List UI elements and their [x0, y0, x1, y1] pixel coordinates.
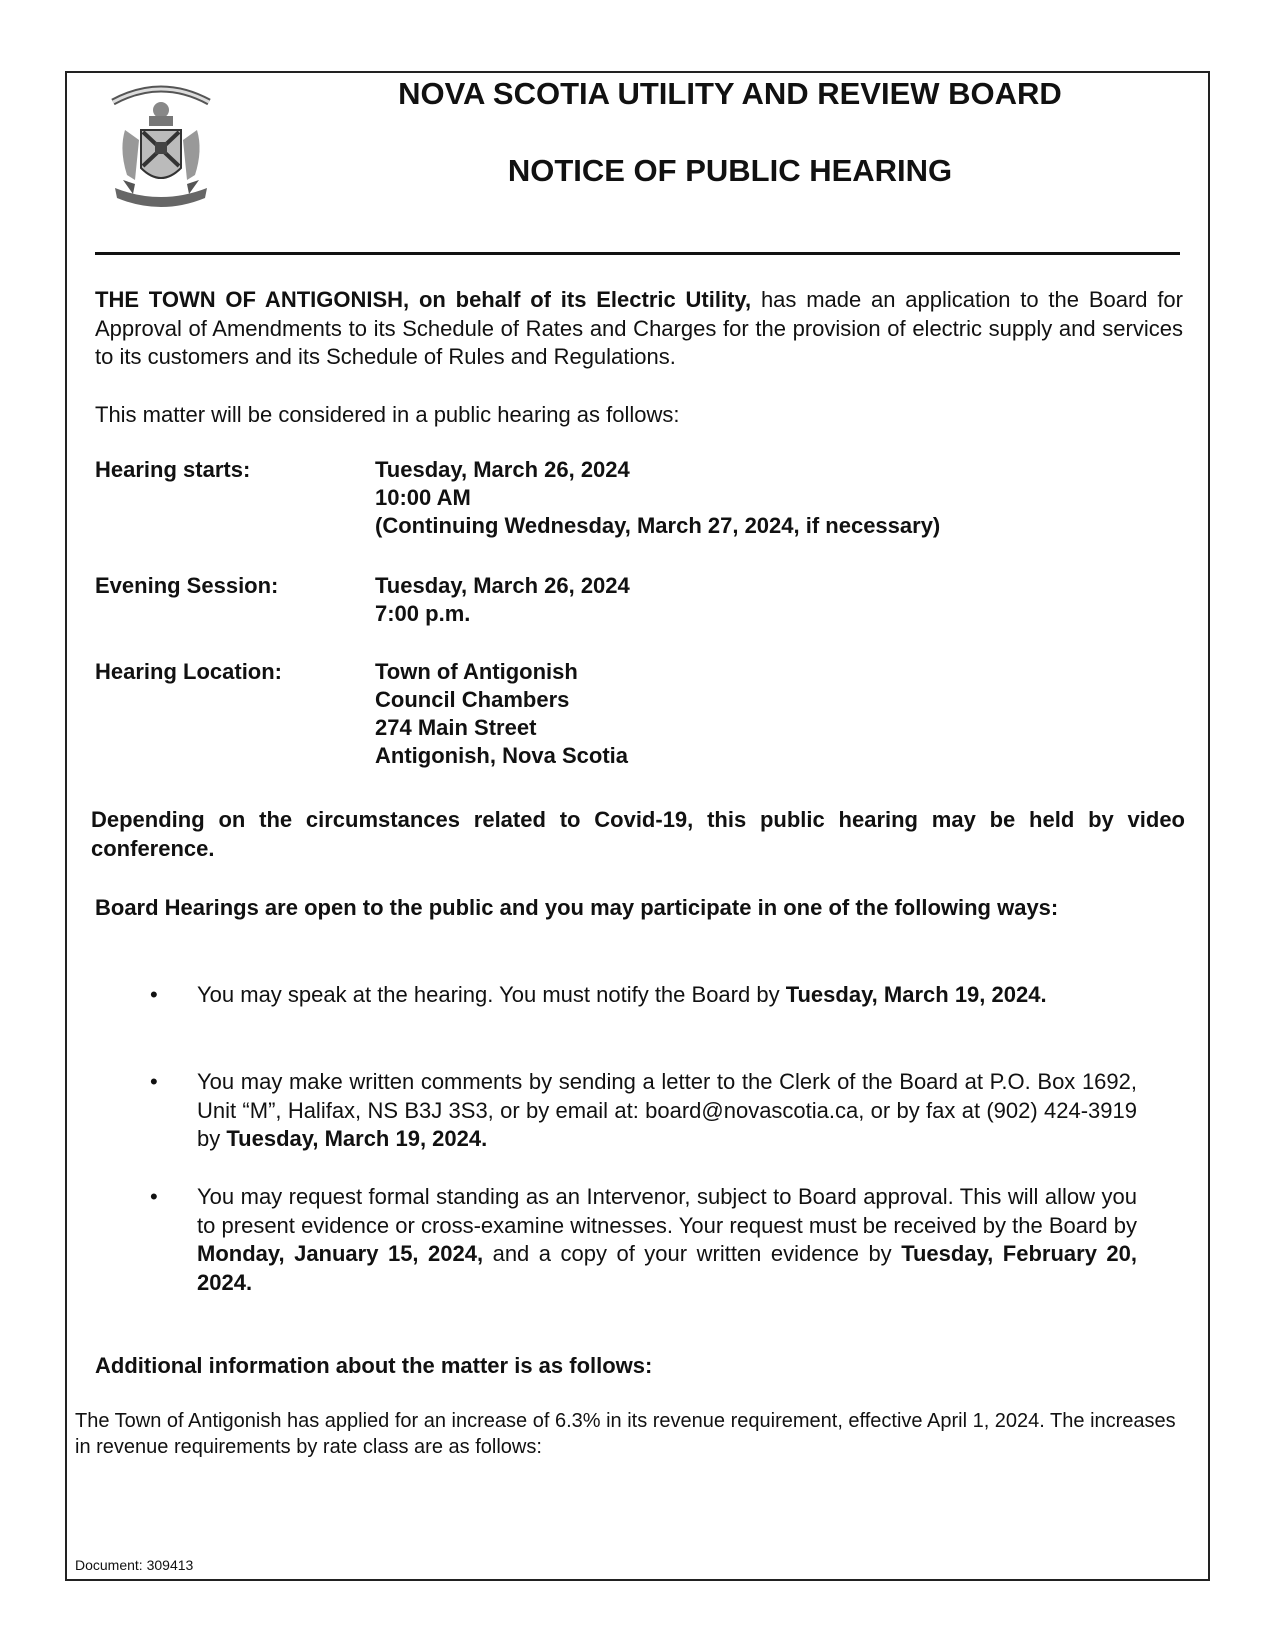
- revenue-increase-text: The Town of Antigonish has applied for an increase of 6.3% in its revenue requirement, effective April 1, 2024. The increases in revenue requirements by rate class are as follows:: [75, 1410, 1176, 1458]
- option-intervenor-body: You may request formal standing as an Intervenor, subject to Board approval. This will allow you to present evidence or cross-examine witnesses. Your request must be received by the Board by: [197, 1184, 1137, 1238]
- hearing-starts-continuing: (Continuing Wednesday, March 27, 2024, if necessary): [375, 513, 941, 538]
- option-written-body: You may make written comments by sending a letter to the Clerk of the Board at P.O. Box 1692, Unit “M”, Halifax, NS B3J 3S3, or by email at: board@novascotia.ca, or by fax at (902) 424-3919 by: [197, 1069, 1137, 1151]
- option-speak-body: You may speak at the hearing. You must notify the Board by: [197, 982, 786, 1007]
- hearing-starts-time: 10:00 AM: [375, 485, 471, 510]
- additional-info-heading: Additional information about the matter is as follows:: [95, 1353, 653, 1378]
- intro-lead: THE TOWN OF ANTIGONISH, on behalf of its Electric Utility,: [95, 287, 752, 312]
- bullet-icon: •: [150, 1184, 158, 1209]
- coat-of-arms-icon: [105, 80, 217, 222]
- board-name: NOVA SCOTIA UTILITY AND REVIEW BOARD: [398, 76, 1062, 111]
- bullet-icon: •: [150, 982, 158, 1007]
- option-intervenor-evidence-deadline: Tuesday, February 20, 2024.: [197, 1241, 1138, 1295]
- evening-session-time: 7:00 p.m.: [375, 601, 471, 626]
- location-line-4: Antigonish, Nova Scotia: [375, 743, 629, 768]
- bullet-icon: •: [150, 1069, 158, 1094]
- option-speak-text: [197, 981, 1137, 1010]
- hearing-starts-date: Tuesday, March 26, 2024: [375, 457, 630, 482]
- location-line-1: Town of Antigonish: [375, 659, 578, 684]
- intro-paragraph: [95, 286, 1183, 372]
- option-written-text: [197, 1068, 1137, 1154]
- hearing-starts-label: Hearing starts:: [95, 457, 251, 482]
- covid-notice: Depending on the circumstances related to Covid-19, this public hearing may be held by video conference.: [91, 807, 1185, 861]
- document-number: Document: 309413: [75, 1557, 194, 1573]
- option-intervenor-body-2: and a copy of your written evidence by: [483, 1241, 902, 1266]
- option-written-deadline: Tuesday, March 19, 2024.: [226, 1126, 488, 1151]
- participation-intro: Board Hearings are open to the public and you may participate in one of the following ways:: [95, 895, 1059, 920]
- evening-session-date: Tuesday, March 26, 2024: [375, 573, 630, 598]
- notice-title: NOTICE OF PUBLIC HEARING: [507, 153, 953, 188]
- location-line-3: 274 Main Street: [375, 715, 537, 740]
- option-intervenor-text: [197, 1183, 1137, 1297]
- considered-text: This matter will be considered in a public hearing as follows:: [95, 402, 680, 427]
- hearing-location-label: Hearing Location:: [95, 659, 283, 684]
- evening-session-label: Evening Session:: [95, 573, 279, 598]
- header-divider: [95, 252, 1180, 255]
- option-intervenor-request-deadline: Monday, January 15, 2024,: [197, 1241, 484, 1266]
- intro-text: has made an application to the Board for Approval of Amendments to its Schedule of Rates and Charges for the provision of electric supply and services to its customers and its Schedule of Rules and Regulations.: [95, 287, 1183, 369]
- option-speak-deadline: Tuesday, March 19, 2024.: [785, 982, 1047, 1007]
- location-line-2: Council Chambers: [375, 687, 570, 712]
